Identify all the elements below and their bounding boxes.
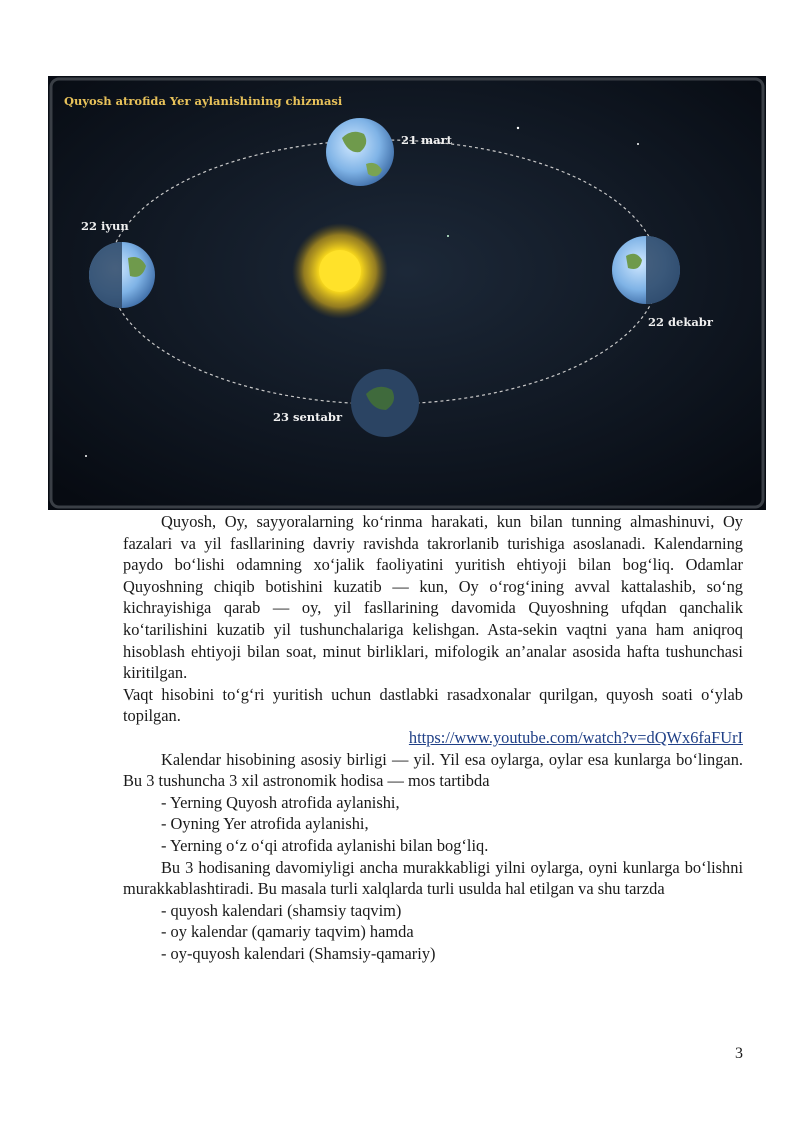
paragraph: Bu 3 hodisaning davomiyligi ancha murakkabligi yilni oylarga, oyni kunlarga bo‘lishni murakkablashtiradi. Bu masala turli xalqlarda turli usulda hal etilgan va shu tarzda bbox=[123, 857, 743, 899]
star bbox=[517, 127, 519, 129]
figure-title: Quyosh atrofida Yer aylanishining chizmasi bbox=[64, 94, 343, 108]
body-text bbox=[123, 511, 743, 964]
earth-september bbox=[351, 369, 419, 437]
earth-march bbox=[326, 118, 394, 186]
paragraph: Quyosh, Oy, sayyoralarning ko‘rinma harakati, kun bilan tunning almashinuvi, Oy fazalari va yil fasllarining davriy ravishda takrorlanib turishiga asoslanadi. Kalendarning paydo bo‘lishi odamning xo‘jalik faoliyatini yuritish ehtiyoji bilan bog‘liq. Odamlar Quyoshning chiqib botishini kuzatib — kun, Oy o‘rog‘ining avval kattalashib, so‘ng kichrayishiga qarab — oy, yil fasllarining davomida Quyoshning ufqdan qanchalik ko‘tarilishini kuzatib yil tushunchalariga kelishgan. Asta-sekin vaqtni yana ham aniqroq hisoblash ehtiyoji bilan soat, minut birliklari, mifologik an’analar asosida hafta tushunchasi kiritilgan. bbox=[123, 512, 743, 683]
list-item: - Yerning Quyosh atrofida aylanishi, bbox=[161, 792, 400, 812]
label-22-iyun: 22 iyun bbox=[81, 219, 129, 233]
list-item: - oy kalendar (qamariy taqvim) hamda bbox=[161, 922, 414, 942]
star bbox=[447, 235, 449, 237]
earth-december bbox=[612, 236, 680, 304]
paragraph: Vaqt hisobini to‘g‘ri yuritish uchun dastlabki rasadxonalar qurilgan, quyosh soati o‘ylab topilgan. bbox=[123, 684, 743, 726]
earth-june bbox=[89, 242, 155, 308]
paragraph: Kalendar hisobining asosiy birligi — yil. Yil esa oylarga, oylar esa kunlarga bo‘lingan. Bu 3 tushuncha 3 xil astronomik hodisa — mos tartibda bbox=[123, 749, 743, 791]
page-number: 3 bbox=[735, 1045, 743, 1062]
earth-orbit-illustration bbox=[48, 76, 766, 510]
star bbox=[637, 143, 639, 145]
sun bbox=[319, 250, 361, 292]
label-22-dekabr: 22 dekabr bbox=[648, 315, 713, 329]
orbit-diagram bbox=[48, 76, 766, 510]
youtube-link[interactable]: https://www.youtube.com/watch?v=dQWx6faFUrI bbox=[408, 727, 743, 747]
label-23-sentabr: 23 sentabr bbox=[273, 410, 343, 424]
list-item: - Yerning o‘z o‘qi atrofida aylanishi bilan bog‘liq. bbox=[161, 835, 489, 855]
list-item: - Oyning Yer atrofida aylanishi, bbox=[161, 814, 369, 834]
label-21-mart: 21 mart bbox=[401, 133, 452, 147]
list-item: - oy-quyosh kalendari (Shamsiy-qamariy) bbox=[161, 943, 436, 963]
star bbox=[85, 455, 87, 457]
list-item: - quyosh kalendari (shamsiy taqvim) bbox=[161, 900, 402, 920]
